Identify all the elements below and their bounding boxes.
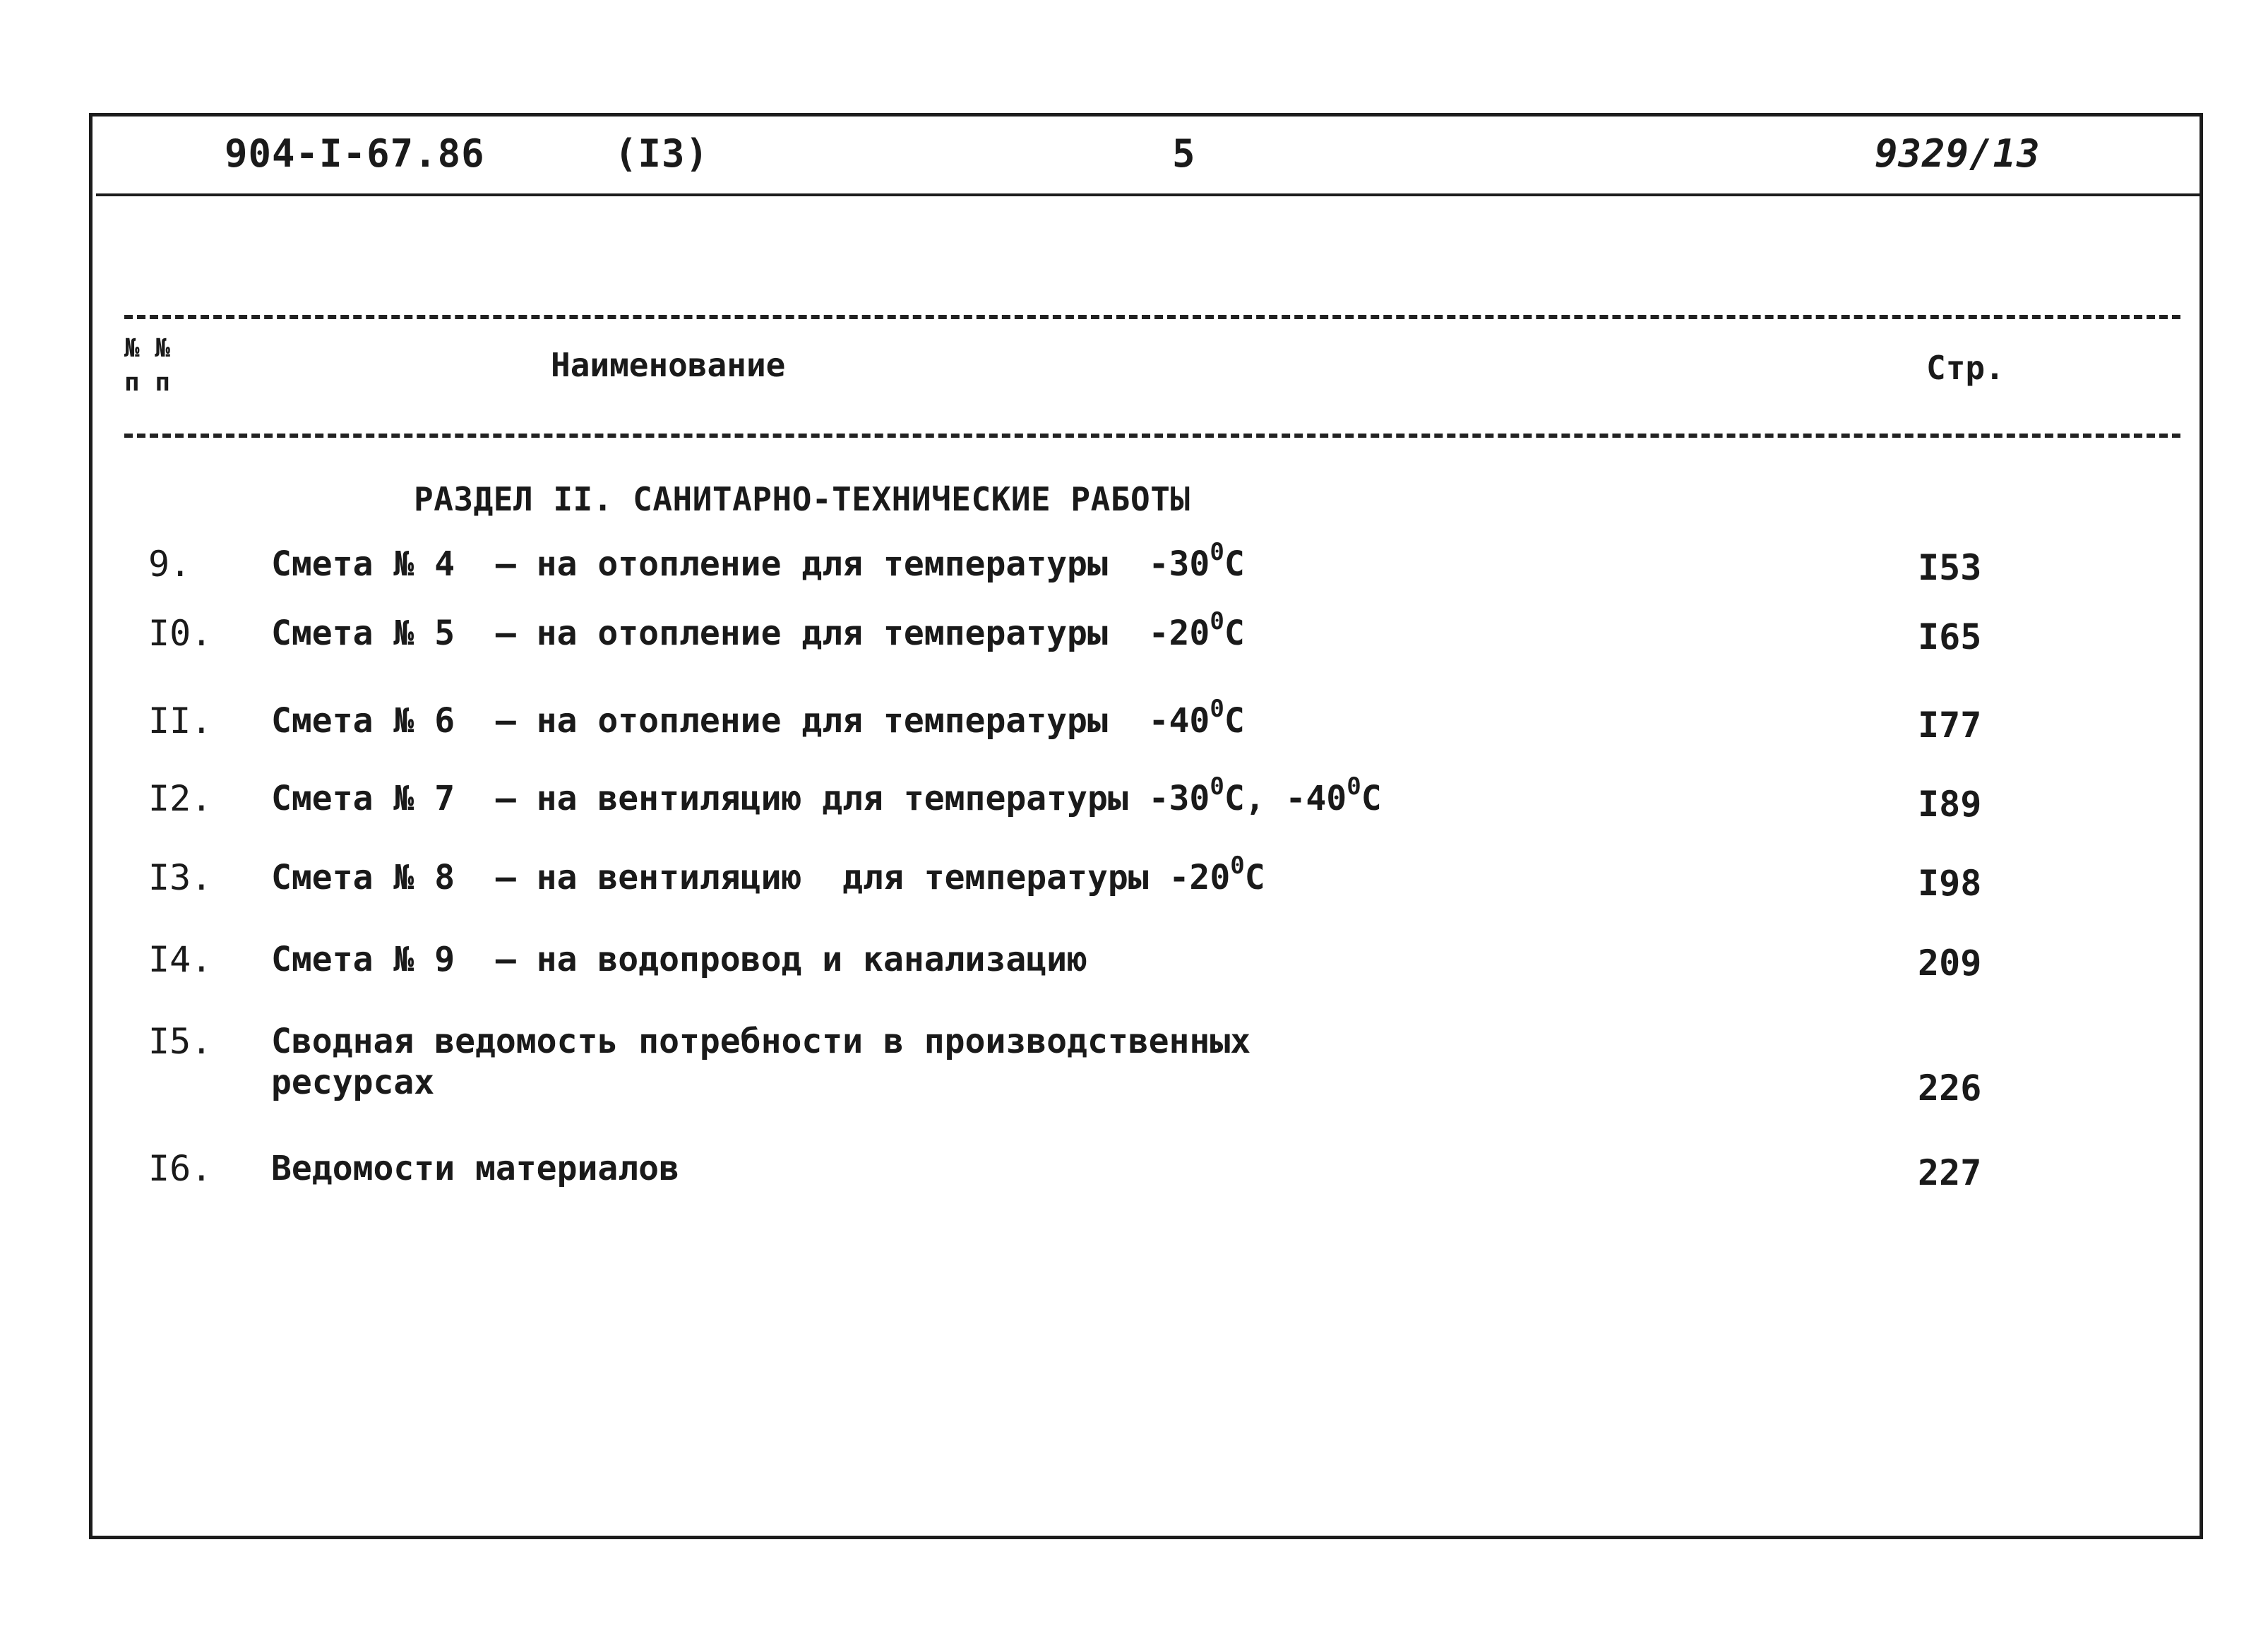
table-row-page: I89 <box>1918 784 1982 825</box>
table-row-page: I53 <box>1918 547 1982 588</box>
number-column-header <box>124 332 170 400</box>
table-row-description: Смета № 8 – на вентиляцию для температуры $-20^0C$ <box>271 852 1265 897</box>
table-row-page: I77 <box>1918 705 1982 746</box>
table-row-page: 209 <box>1918 943 1982 984</box>
volume-number: (I3) <box>614 131 710 176</box>
table-row-number: II. <box>148 700 213 741</box>
table-row-description: Смета № 9 – на водопровод и канализацию <box>271 940 1087 979</box>
section-title: РАЗДЕЛ II. САНИТАРНО-ТЕХНИЧЕСКИЕ РАБОТЫ <box>414 480 1190 518</box>
table-header-bottom-rule <box>124 434 2180 438</box>
table-row-number: I0. <box>148 613 213 654</box>
table-row-page: 226 <box>1918 1068 1982 1109</box>
table-row-number: I2. <box>148 778 213 819</box>
table-row-number: I6. <box>148 1148 213 1189</box>
table-row-page: 227 <box>1918 1152 1982 1193</box>
table-row-number: I4. <box>148 939 213 980</box>
header-rule <box>96 193 2203 196</box>
number-column-header-line2: п п <box>124 368 171 397</box>
table-row-number: I5. <box>148 1021 213 1062</box>
name-column-header: Наименование <box>551 346 786 384</box>
table-row-page: I98 <box>1918 863 1982 904</box>
inventory-number: 9329/13 <box>1875 131 2041 176</box>
table-row-description: Сводная ведомость потребности в производственных ресурсах <box>271 1022 1251 1102</box>
number-column-header-line1: № № <box>124 334 171 363</box>
document-code: 904-I-67.86 <box>225 131 485 176</box>
page-frame <box>89 113 2203 1539</box>
page-column-header: Стр. <box>1926 349 2005 387</box>
table-row-description: Ведомости материалов <box>271 1149 679 1188</box>
table-row-description: Смета № 7 – на вентиляцию для температуры $-30^0C$, $-40^0C$ <box>271 772 1382 818</box>
table-row-number: I3. <box>148 857 213 898</box>
table-header-top-rule <box>124 315 2180 319</box>
table-row-description: Смета № 5 – на отопление для температуры $-20^0C$ <box>271 607 1245 653</box>
table-row-page: I65 <box>1918 616 1982 657</box>
table-row-description: Смета № 4 – на отопление для температуры $-30^0C$ <box>271 538 1245 584</box>
page-number: 5 <box>1172 131 1196 176</box>
table-row-description: Смета № 6 – на отопление для температуры $-40^0C$ <box>271 695 1245 741</box>
table-row-number: 9. <box>148 544 191 585</box>
